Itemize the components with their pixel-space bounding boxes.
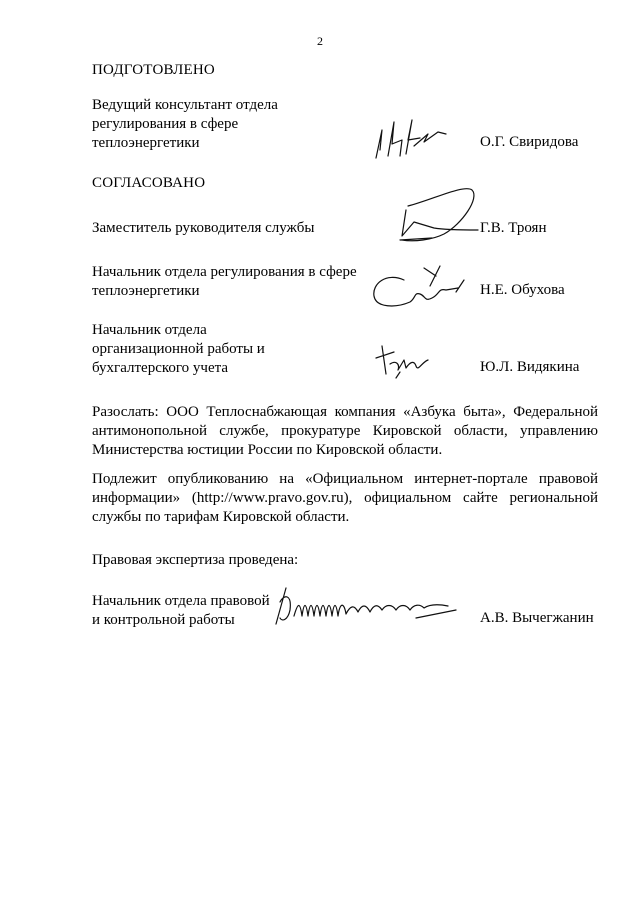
prepared-position-line: Ведущий консультант отдела xyxy=(92,97,278,113)
legal-review-statement: Правовая экспертиза проведена: xyxy=(92,552,299,568)
signature-vychegzhanin xyxy=(266,580,462,630)
signature-vidyakina xyxy=(370,336,434,380)
publication-line: службы по тарифам Кировской области. xyxy=(92,509,350,525)
signatory-position-line: организационной работы и xyxy=(92,341,265,357)
page-number: 2 xyxy=(317,34,323,48)
signatory-position-line: Заместитель руководителя службы xyxy=(92,220,315,236)
publication-line: Подлежит опубликованию на «Официальном интернет-портале правовой xyxy=(92,471,598,487)
prepared-position-line: регулирования в сфере xyxy=(92,116,239,132)
prepared-name: О.Г. Свиридова xyxy=(480,134,579,150)
signature-obukhova xyxy=(364,258,472,312)
signatory-position-line: бухгалтерского учета xyxy=(92,360,229,376)
signatory-position xyxy=(92,263,357,301)
legal-review-name: А.В. Вычегжанин xyxy=(480,610,594,626)
agreed-heading: СОГЛАСОВАНО xyxy=(92,175,206,191)
legal-review-position xyxy=(92,592,270,630)
prepared-heading: ПОДГОТОВЛЕНО xyxy=(92,62,215,78)
legal-review-position-line: Начальник отдела правовой xyxy=(92,593,270,609)
signatory-position xyxy=(92,219,314,238)
signature-troyan xyxy=(372,170,480,250)
signatory-position xyxy=(92,321,265,378)
distribution-paragraph xyxy=(92,403,598,460)
publication-paragraph xyxy=(92,470,598,527)
prepared-position xyxy=(92,96,278,153)
distribution-line: антимонопольной службе, прокуратуре Кировской области, управлению xyxy=(92,423,598,439)
signatory-name: Н.Е. Обухова xyxy=(480,282,565,298)
signatory-position-line: теплоэнергетики xyxy=(92,283,200,299)
legal-review-position-line: и контрольной работы xyxy=(92,612,235,628)
signatory-name: Ю.Л. Видякина xyxy=(480,359,580,375)
signatory-name: Г.В. Троян xyxy=(480,220,547,236)
signature-sviridova xyxy=(368,110,448,166)
signatory-position-line: Начальник отдела xyxy=(92,322,207,338)
distribution-line: Министерства юстиции России по Кировской области. xyxy=(92,442,443,458)
publication-line: информации» (http://www.pravo.gov.ru), официальном сайте региональной xyxy=(92,490,598,506)
distribution-line: Разослать: ООО Теплоснабжающая компания «Азбука быта», Федеральной xyxy=(92,404,598,420)
prepared-position-line: теплоэнергетики xyxy=(92,135,200,151)
signatory-position-line: Начальник отдела регулирования в сфере xyxy=(92,264,357,280)
